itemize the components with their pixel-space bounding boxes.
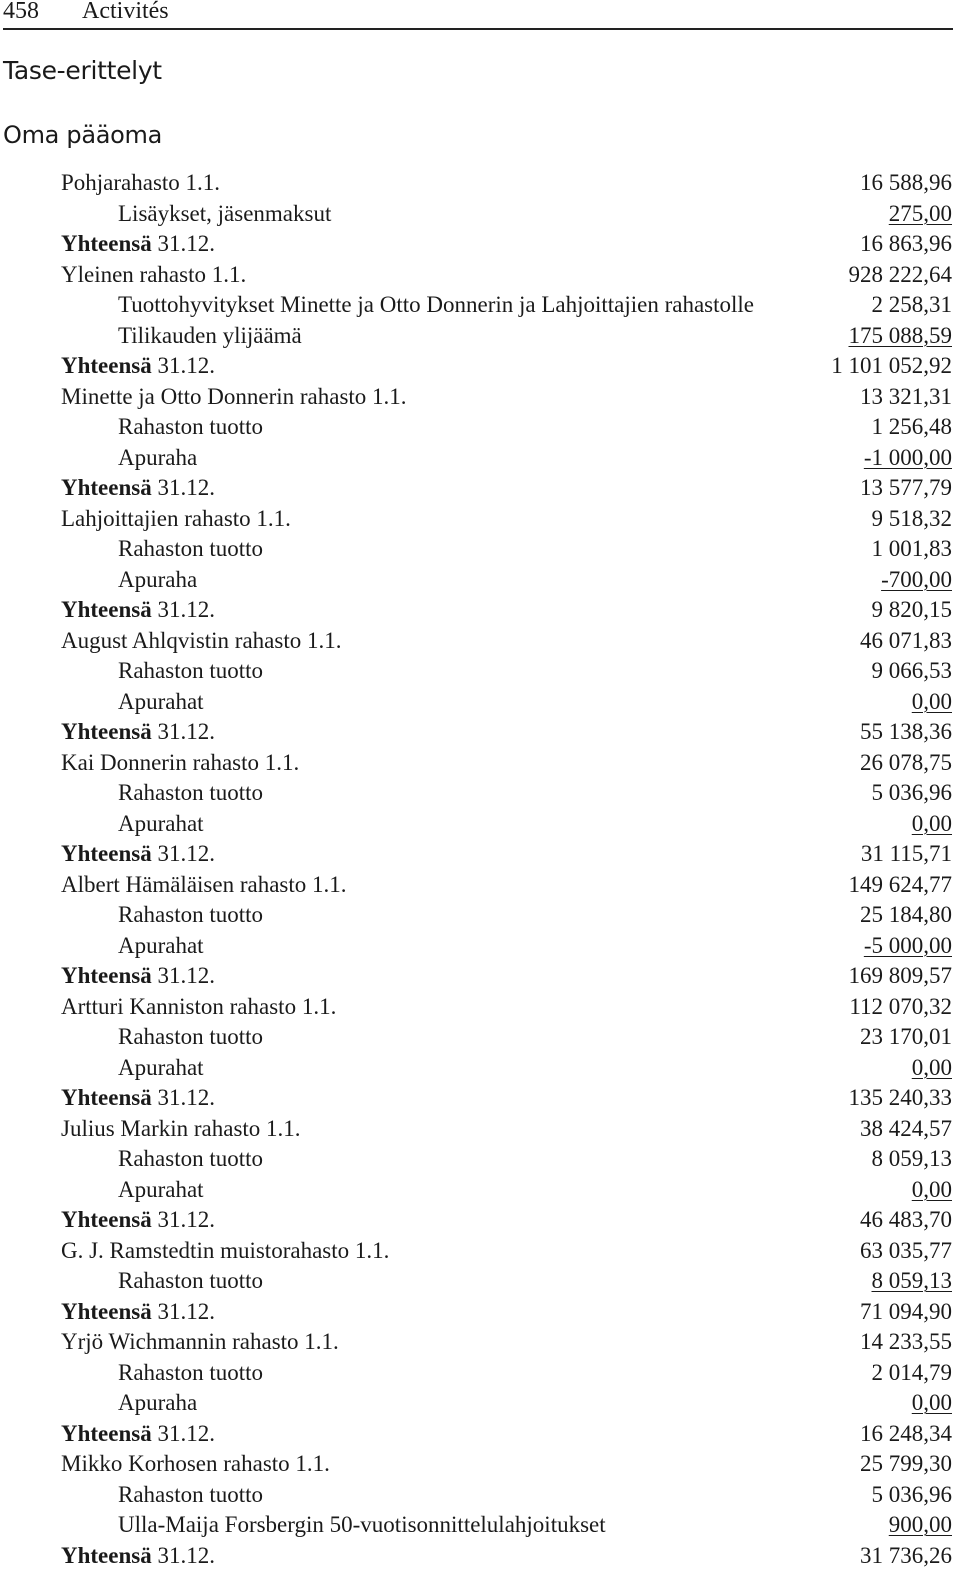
fund-row — [0, 1236, 960, 1267]
row-amount: 31 736,26 — [860, 1542, 952, 1568]
row-label — [61, 473, 215, 503]
row-label — [61, 717, 215, 747]
fund-row — [0, 168, 960, 199]
row-amount: 175 088,59 — [848, 322, 952, 348]
entry-row — [0, 321, 960, 352]
total-date: 31.12. — [151, 841, 215, 866]
row-label: Pohjarahasto 1.1. — [61, 170, 221, 195]
row-label: August Ahlqvistin rahasto 1.1. — [61, 627, 342, 653]
entry-row — [0, 565, 960, 596]
entry-row — [0, 199, 960, 230]
row-label: Rahaston tuotto — [118, 414, 264, 439]
running-head: Activités — [82, 0, 169, 24]
total-word: Yhteensä — [61, 1207, 152, 1232]
fund-row — [0, 1114, 960, 1145]
row-label: Mikko Korhosen rahasto 1.1. — [61, 1451, 330, 1476]
row-amount: 0,00 — [911, 1054, 952, 1080]
row-label: Lisäykset, jäsenmaksut — [118, 200, 332, 226]
page-title: Tase-erittelyt — [3, 56, 162, 85]
row-amount: 23 170,01 — [860, 1024, 952, 1049]
row-label — [61, 1297, 215, 1327]
row-label: Yrjö Wichmannin rahasto 1.1. — [61, 1329, 339, 1354]
total-date: 31.12. — [151, 963, 215, 988]
entry-row — [0, 290, 960, 321]
row-amount: 38 424,57 — [860, 1115, 952, 1141]
row-label — [61, 961, 215, 991]
row-amount: 1 256,48 — [871, 414, 952, 439]
total-row — [0, 1297, 960, 1328]
fund-row — [0, 260, 960, 291]
total-word: Yhteensä — [61, 1542, 152, 1568]
row-label: Rahaston tuotto — [118, 1268, 264, 1293]
entry-row — [0, 1022, 960, 1053]
row-amount: 55 138,36 — [860, 719, 952, 744]
entry-row — [0, 931, 960, 962]
fund-row — [0, 992, 960, 1023]
row-amount: 16 863,96 — [860, 231, 952, 256]
fund-row — [0, 382, 960, 413]
row-amount: 9 820,15 — [871, 597, 952, 622]
entry-row — [0, 687, 960, 718]
total-word: Yhteensä — [61, 475, 152, 500]
total-word: Yhteensä — [61, 841, 152, 866]
row-label: Apurahat — [118, 810, 204, 836]
total-row — [0, 595, 960, 626]
row-label: Albert Hämäläisen rahasto 1.1. — [61, 871, 347, 897]
entry-row — [0, 1053, 960, 1084]
row-label: Rahaston tuotto — [118, 1359, 264, 1385]
row-amount: 0,00 — [911, 1390, 952, 1415]
row-label: Artturi Kanniston rahasto 1.1. — [61, 993, 337, 1019]
row-label: Apuraha — [118, 1390, 198, 1415]
row-amount: 275,00 — [888, 200, 952, 226]
page-number: 458 — [3, 0, 39, 24]
row-amount: 900,00 — [888, 1512, 952, 1537]
row-label: Apurahat — [118, 688, 204, 714]
row-label: Kai Donnerin rahasto 1.1. — [61, 749, 300, 775]
row-amount: 14 233,55 — [860, 1329, 952, 1354]
entry-row — [0, 1266, 960, 1297]
section-heading: Oma pääoma — [3, 121, 163, 149]
row-amount: 8 059,13 — [871, 1268, 952, 1293]
row-label: Rahaston tuotto — [118, 536, 264, 561]
row-amount: -700,00 — [881, 566, 952, 592]
row-label: Lahjoittajien rahasto 1.1. — [61, 505, 291, 531]
row-label: Rahaston tuotto — [118, 1024, 264, 1049]
row-label: Apurahat — [118, 1176, 204, 1202]
row-amount: 2 258,31 — [871, 292, 952, 317]
total-word: Yhteensä — [61, 353, 152, 378]
row-amount: -5 000,00 — [863, 932, 952, 958]
fund-row — [0, 1449, 960, 1480]
row-amount: 149 624,77 — [848, 871, 952, 897]
total-word: Yhteensä — [61, 1298, 152, 1324]
entry-row — [0, 1144, 960, 1175]
row-label: Apuraha — [118, 444, 198, 470]
total-word: Yhteensä — [61, 719, 152, 744]
total-date: 31.12. — [151, 1420, 215, 1446]
row-label: Rahaston tuotto — [118, 780, 264, 805]
total-row — [0, 351, 960, 382]
row-label — [61, 1541, 215, 1571]
row-label: G. J. Ramstedtin muistorahasto 1.1. — [61, 1237, 390, 1263]
total-row — [0, 717, 960, 748]
total-word: Yhteensä — [61, 597, 152, 622]
row-label: Ulla-Maija Forsbergin 50-vuotisonnittelulahjoitukset — [118, 1512, 606, 1537]
total-word: Yhteensä — [61, 1085, 152, 1110]
row-label: Apuraha — [118, 566, 198, 592]
row-amount: 112 070,32 — [849, 993, 952, 1019]
row-label — [61, 229, 215, 259]
row-amount: 46 071,83 — [860, 627, 952, 653]
row-amount: 25 799,30 — [860, 1451, 952, 1476]
row-label: Apurahat — [118, 932, 204, 958]
entry-row — [0, 443, 960, 474]
row-amount: -1 000,00 — [863, 444, 952, 470]
entry-row — [0, 1175, 960, 1206]
row-amount: 31 115,71 — [860, 841, 952, 866]
entry-row — [0, 656, 960, 687]
row-label — [61, 839, 215, 869]
fund-row — [0, 504, 960, 535]
entry-row — [0, 412, 960, 443]
row-amount: 9 518,32 — [871, 505, 952, 531]
row-label: Apurahat — [118, 1054, 204, 1080]
row-label: Minette ja Otto Donnerin rahasto 1.1. — [61, 383, 407, 409]
row-label: Julius Markin rahasto 1.1. — [61, 1115, 301, 1141]
row-amount: 2 014,79 — [871, 1359, 952, 1385]
row-amount: 26 078,75 — [860, 749, 952, 775]
fund-row — [0, 1327, 960, 1358]
row-amount: 63 035,77 — [860, 1237, 952, 1263]
row-amount: 0,00 — [911, 688, 952, 714]
row-label — [61, 351, 215, 381]
total-date: 31.12. — [151, 1085, 215, 1110]
row-amount: 1 001,83 — [871, 536, 952, 561]
total-row — [0, 1541, 960, 1572]
row-amount: 71 094,90 — [860, 1298, 952, 1324]
row-amount: 169 809,57 — [848, 963, 952, 988]
row-label: Rahaston tuotto — [118, 658, 264, 683]
row-label — [61, 1083, 215, 1113]
row-label: Yleinen rahasto 1.1. — [61, 261, 247, 287]
total-word: Yhteensä — [61, 963, 152, 988]
row-label: Rahaston tuotto — [118, 1481, 264, 1507]
row-amount: 5 036,96 — [871, 780, 952, 805]
fund-row — [0, 626, 960, 657]
total-row — [0, 961, 960, 992]
row-label — [61, 1419, 215, 1449]
total-row — [0, 1419, 960, 1450]
fund-row — [0, 870, 960, 901]
row-amount: 8 059,13 — [871, 1146, 952, 1171]
entry-row — [0, 1388, 960, 1419]
row-amount: 16 588,96 — [860, 170, 952, 195]
row-amount: 16 248,34 — [860, 1420, 952, 1446]
total-date: 31.12. — [151, 1542, 215, 1568]
total-date: 31.12. — [151, 231, 215, 256]
equity-ledger — [0, 168, 960, 1571]
total-date: 31.12. — [151, 597, 215, 622]
fund-row — [0, 748, 960, 779]
row-amount: 13 321,31 — [860, 383, 952, 409]
entry-row — [0, 1480, 960, 1511]
total-word: Yhteensä — [61, 1420, 152, 1446]
entry-row — [0, 1510, 960, 1541]
row-amount: 0,00 — [911, 810, 952, 836]
row-label: Tuottohyvitykset Minette ja Otto Donnerin ja Lahjoittajien rahastolle — [118, 292, 755, 317]
row-label — [61, 1205, 215, 1235]
row-amount: 25 184,80 — [860, 902, 952, 927]
total-row — [0, 1205, 960, 1236]
row-label: Rahaston tuotto — [118, 1146, 264, 1171]
row-label: Tilikauden ylijäämä — [118, 322, 302, 348]
page-header — [3, 0, 953, 30]
total-date: 31.12. — [151, 1207, 215, 1232]
entry-row — [0, 778, 960, 809]
total-date: 31.12. — [151, 353, 215, 378]
entry-row — [0, 809, 960, 840]
entry-row — [0, 900, 960, 931]
row-amount: 135 240,33 — [848, 1085, 952, 1110]
row-amount: 9 066,53 — [871, 658, 952, 683]
row-amount: 46 483,70 — [860, 1207, 952, 1232]
row-amount: 0,00 — [911, 1176, 952, 1202]
row-amount: 5 036,96 — [871, 1481, 952, 1507]
total-date: 31.12. — [151, 719, 215, 744]
row-label: Rahaston tuotto — [118, 902, 264, 927]
entry-row — [0, 1358, 960, 1389]
total-row — [0, 1083, 960, 1114]
total-date: 31.12. — [151, 475, 215, 500]
row-amount: 13 577,79 — [860, 475, 952, 500]
total-word: Yhteensä — [61, 231, 152, 256]
row-amount: 1 101 052,92 — [831, 353, 952, 378]
row-amount: 928 222,64 — [848, 261, 952, 287]
total-row — [0, 839, 960, 870]
total-row — [0, 473, 960, 504]
total-row — [0, 229, 960, 260]
total-date: 31.12. — [151, 1298, 215, 1324]
row-label — [61, 595, 215, 625]
entry-row — [0, 534, 960, 565]
